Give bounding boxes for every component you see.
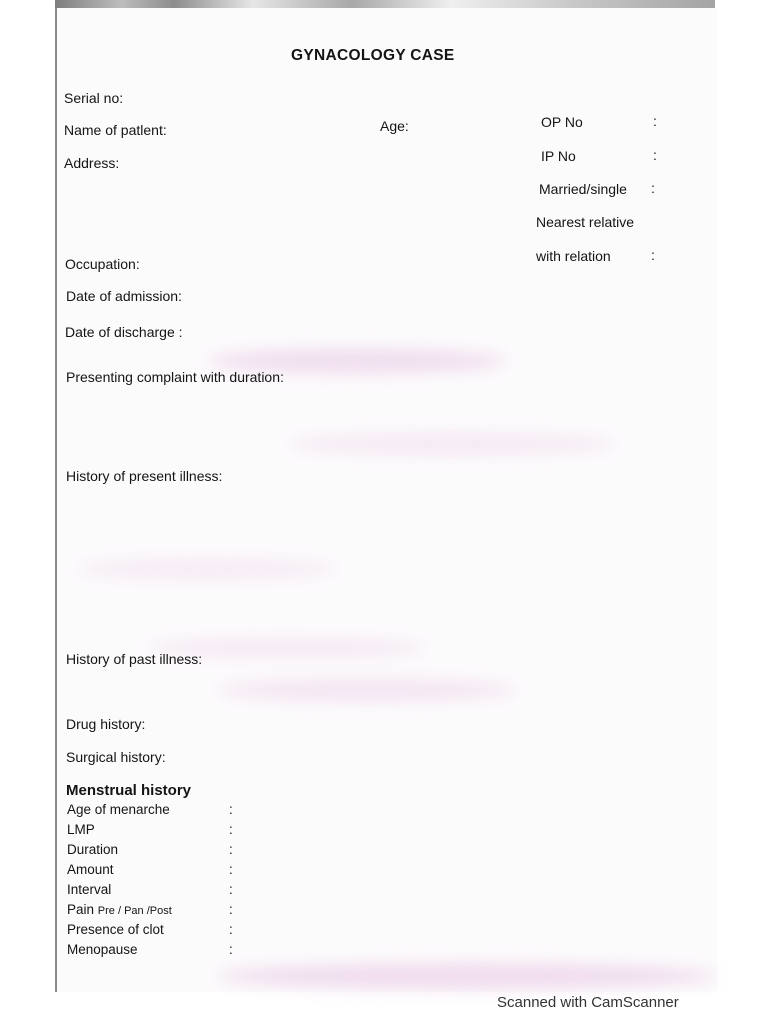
pain-colon: : <box>229 902 233 917</box>
ink-smudge <box>77 558 337 580</box>
with-relation-label: with relation <box>536 248 611 264</box>
menarche-row <box>67 803 242 817</box>
lmp-colon: : <box>229 822 233 837</box>
interval-colon: : <box>229 882 233 897</box>
married-single-colon: : <box>651 180 655 196</box>
pain-row <box>67 903 242 917</box>
presenting-complaint-label: Presenting complaint with duration: <box>66 369 284 385</box>
lmp-row <box>67 823 242 837</box>
scanner-watermark: Scanned with CamScanner <box>497 994 679 1011</box>
pain-label: Pain <box>67 902 95 917</box>
form-title: GYNACOLOGY CASE <box>291 47 455 64</box>
duration-colon: : <box>229 842 233 857</box>
age-label: Age: <box>380 118 409 134</box>
patient-name-label: Name of patlent: <box>64 122 167 138</box>
ink-smudge <box>287 433 617 455</box>
interval-row <box>67 883 242 897</box>
ink-smudge <box>217 963 717 989</box>
amount-label: Amount <box>67 862 114 877</box>
date-of-admission-label: Date of admission: <box>66 288 182 304</box>
menarche-label: Age of menarche <box>67 802 170 817</box>
history-present-illness-label: History of present illness: <box>66 468 223 484</box>
op-no-label: OP No <box>541 114 583 130</box>
menopause-colon: : <box>229 942 233 957</box>
amount-row <box>67 863 242 877</box>
menarche-colon: : <box>229 802 233 817</box>
clot-row <box>67 923 242 937</box>
occupation-label: Occupation: <box>65 256 140 272</box>
menstrual-history-heading: Menstrual history <box>66 782 192 799</box>
amount-colon: : <box>229 862 233 877</box>
date-of-discharge-label: Date of discharge : <box>65 324 183 340</box>
ink-smudge <box>217 678 517 702</box>
interval-label: Interval <box>67 882 112 897</box>
scan-top-edge <box>55 0 715 8</box>
menopause-row <box>67 943 242 957</box>
ip-no-label: IP No <box>541 148 576 164</box>
with-relation-colon: : <box>651 247 655 263</box>
surgical-history-label: Surgical history: <box>66 749 166 765</box>
serial-no-label: Serial no: <box>64 90 124 106</box>
pain-sublabel: Pre / Pan /Post <box>97 905 172 917</box>
duration-label: Duration <box>67 842 119 857</box>
op-no-colon: : <box>653 113 657 129</box>
married-single-label: Married/single <box>539 181 627 197</box>
nearest-relative-label: Nearest relative <box>536 214 635 230</box>
duration-row <box>67 843 242 857</box>
address-label: Address: <box>64 155 120 171</box>
history-past-illness-label: History of past illness: <box>66 651 203 667</box>
menopause-label: Menopause <box>67 942 138 957</box>
clot-label: Presence of clot <box>67 922 164 937</box>
ip-no-colon: : <box>653 147 657 163</box>
lmp-label: LMP <box>67 822 95 837</box>
clot-colon: : <box>229 922 233 937</box>
drug-history-label: Drug history: <box>66 716 146 732</box>
